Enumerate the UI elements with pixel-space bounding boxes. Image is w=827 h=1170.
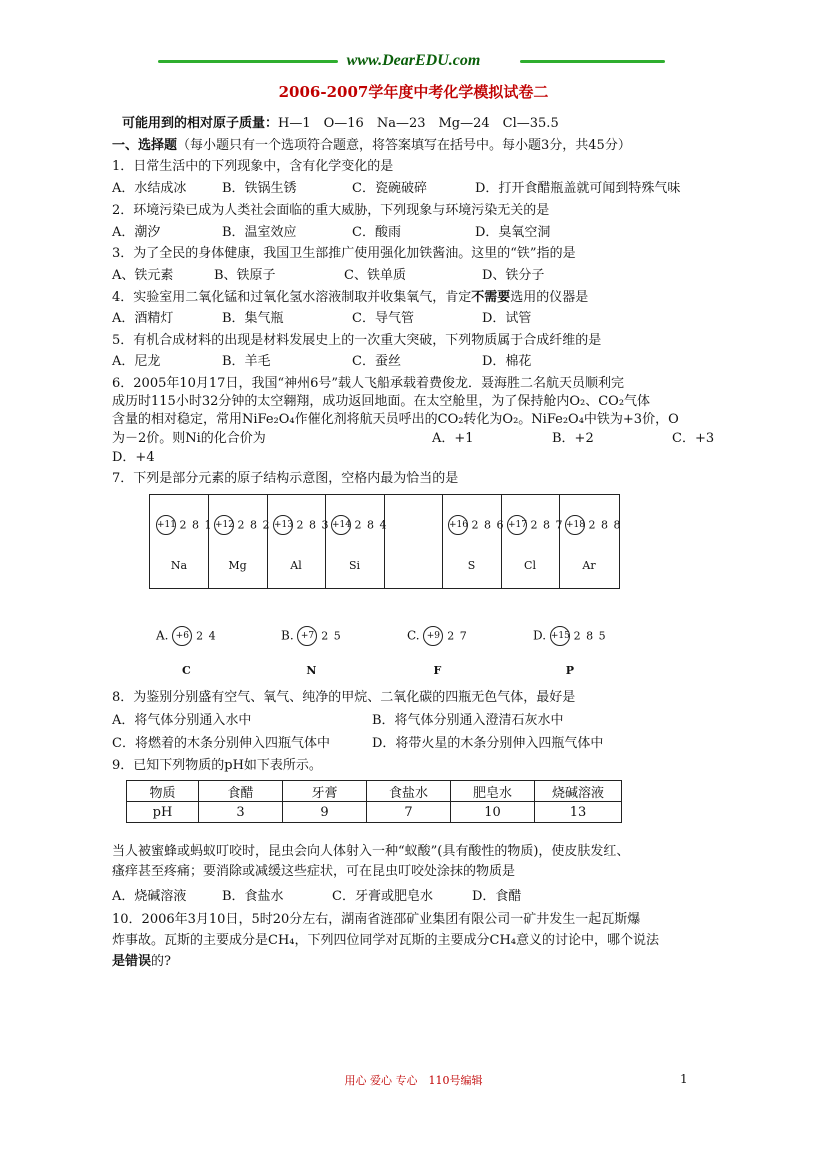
q1-option-a: A．水结成冰 (112, 181, 187, 196)
q4-option-b: B．集气瓶 (222, 311, 284, 326)
q7-option-c: C. +9 2 7 F (407, 626, 468, 677)
electron-shells: 2 8 7 (530, 518, 564, 532)
q4-option-d: D．试管 (482, 311, 532, 326)
q6-line-1: 6．2005年10月17日，我国“神州6号”载人飞船承载着费俊龙．聂海胜二名航天员顺利完 (112, 376, 625, 391)
nucleus: +14 (331, 515, 351, 535)
q3-option-c: C、铁单质 (344, 268, 406, 283)
q1-option-d: D．打开食醋瓶盖就可闻到特殊气味 (475, 181, 681, 196)
table-cell: pH (127, 802, 199, 823)
q2-option-a: A．潮汐 (112, 225, 161, 240)
q3-option-a: A、铁元素 (112, 268, 174, 283)
nucleus: +16 (448, 515, 468, 535)
electron-shells: 2 8 2 (237, 518, 271, 532)
table-cell: 3 (199, 802, 283, 823)
electron-shells: 2 8 1 (179, 518, 213, 532)
electron-shells: 2 7 (447, 629, 468, 643)
ph-table (126, 780, 622, 823)
atom-cell (559, 495, 622, 588)
nucleus: +11 (156, 515, 176, 535)
element-symbol: Cl (524, 559, 536, 572)
nucleus: +17 (507, 515, 527, 535)
atom-cell (208, 495, 271, 588)
element-symbol: Ar (582, 559, 596, 572)
q9-option-b: B．食盐水 (222, 889, 284, 904)
q8-option-c: C．将燃着的木条分别伸入四瓶气体中 (112, 736, 330, 751)
nucleus: +7 (297, 626, 317, 646)
q9-option-d: D．食醋 (472, 889, 522, 904)
element-symbol: N (306, 664, 317, 677)
q8-option-a: A．将气体分别通入水中 (112, 713, 252, 728)
section-heading: 一、选择题（每小题只有一个选项符合题意，将答案填写在括号中。每小题3分，共45分） (112, 138, 631, 153)
q5-stem: 5．有机合成材料的出现是材料发展史上的一次重大突破，下列物质属于合成纤维的是 (112, 333, 602, 348)
nucleus: +13 (273, 515, 293, 535)
q3-option-b: B、铁原子 (214, 268, 276, 283)
element-symbol: C (181, 664, 191, 677)
q9-stem: 9．已知下列物质的pH如下表所示。 (112, 758, 322, 773)
element-symbol: Na (170, 559, 188, 572)
q10-line-3: 是错误的? (112, 954, 172, 969)
q5-option-b: B．羊毛 (222, 354, 271, 369)
atom-cell (442, 495, 505, 588)
element-symbol: Al (290, 559, 302, 572)
q2-option-d: D．臭氧空洞 (475, 225, 551, 240)
electron-shells: 2 8 5 (573, 629, 607, 643)
q1-option-b: B．铁锅生锈 (222, 181, 297, 196)
q9-line-2: 瘙痒甚至疼痛；要消除或减缓这些症状，可在昆虫叮咬处涂抹的物质是 (112, 864, 516, 879)
q7-option-a: A. +6 2 4 C (156, 626, 217, 677)
q4-stem: 4．实验室用二氧化锰和过氧化氢水溶液制取并收集氧气，肯定不需要选用的仪器是 (112, 290, 589, 305)
atom-cell (325, 495, 388, 588)
q6-option-b: B．+2 (552, 431, 594, 446)
blank-atom-cell (384, 495, 443, 588)
q9-line-1: 当人被蜜蜂或蚂蚁叮咬时，昆虫会向人体射入一种“蚁酸”(具有酸性的物质)，使皮肤发红、 (112, 844, 630, 859)
q5-option-a: A．尼龙 (112, 354, 161, 369)
q3-option-d: D、铁分子 (482, 268, 545, 283)
page-number: 1 (680, 1072, 688, 1086)
q6-line-2: 成历时115小时32分钟的太空翱翔，成功返回地面。在太空舱里，为了保持舱内O₂、CO₂气体 (112, 394, 651, 409)
atomic-structure-table (149, 494, 620, 589)
electron-shells: 2 8 8 (588, 518, 622, 532)
table-row (127, 802, 622, 823)
q2-option-b: B．温室效应 (222, 225, 297, 240)
nucleus: +6 (172, 626, 192, 646)
electron-shells: 2 8 4 (354, 518, 388, 532)
q9-option-a: A．烧碱溶液 (112, 889, 187, 904)
q4-option-a: A．酒精灯 (112, 311, 174, 326)
q6-line-4: 为－2价。则Ni的化合价为 (112, 431, 266, 446)
page-footer: 用心 爱心 专心 110号编辑 (344, 1074, 483, 1087)
element-symbol: Si (348, 559, 361, 572)
element-symbol: Mg (228, 559, 247, 572)
q6-option-c: C．+3 (672, 431, 715, 446)
electron-shells: 2 5 (321, 629, 342, 643)
q2-stem: 2．环境污染已成为人类社会面临的重大威胁，下列现象与环境污染无关的是 (112, 203, 550, 218)
table-cell: 13 (535, 802, 622, 823)
table-header: 食醋 (199, 781, 283, 802)
nucleus: +18 (565, 515, 585, 535)
q7-option-b: B. +7 2 5 N (281, 626, 342, 677)
nucleus: +9 (423, 626, 443, 646)
table-header: 食盐水 (367, 781, 451, 802)
q9-option-c: C．牙膏或肥皂水 (332, 889, 433, 904)
table-header: 物质 (127, 781, 199, 802)
element-symbol: F (433, 664, 442, 677)
q8-stem: 8．为鉴别分别盛有空气、氧气、纯净的甲烷、二氧化碳的四瓶无色气体，最好是 (112, 690, 576, 705)
q7-stem: 7．下列是部分元素的原子结构示意图，空格内最为恰当的是 (112, 471, 459, 486)
q5-option-c: C．蚕丝 (352, 354, 401, 369)
table-header: 烧碱溶液 (535, 781, 622, 802)
atomic-masses: 可能用到的相对原子质量：H—1 O—16 Na—23 Mg—24 Cl—35.5 (122, 116, 559, 131)
q5-option-d: D．棉花 (482, 354, 532, 369)
q2-option-c: C．酸雨 (352, 225, 401, 240)
site-url[interactable]: www.DearEDU.com (346, 52, 481, 69)
page-title: 2006-2007学年度中考化学模拟试卷二 (278, 83, 549, 101)
table-header: 牙膏 (283, 781, 367, 802)
element-symbol: P (565, 664, 574, 677)
q4-option-c: C．导气管 (352, 311, 414, 326)
q7-option-d: D. +15 2 8 5 P (533, 626, 607, 677)
nucleus: +15 (550, 626, 570, 646)
element-symbol: S (467, 559, 476, 572)
q1-stem: 1．日常生活中的下列现象中，含有化学变化的是 (112, 159, 394, 174)
q6-option-d: D．+4 (112, 450, 155, 465)
table-cell: 10 (451, 802, 535, 823)
atom-cell (267, 495, 330, 588)
table-cell: 7 (367, 802, 451, 823)
q1-option-c: C．瓷碗破碎 (352, 181, 427, 196)
q8-option-b: B．将气体分别通入澄清石灰水中 (372, 713, 564, 728)
electron-shells: 2 8 6 (471, 518, 505, 532)
table-header: 肥皂水 (451, 781, 535, 802)
electron-shells: 2 4 (196, 629, 217, 643)
q6-line-3: 含量的相对稳定，常用NiFe₂O₄作催化剂将航天员呼出的CO₂转化为O₂。NiFe₂O₄中铁为+3价，O (112, 412, 679, 427)
q3-stem: 3．为了全民的身体健康，我国卫生部推广使用强化加铁酱油。这里的“铁”指的是 (112, 246, 576, 261)
atom-cell (501, 495, 564, 588)
q8-option-d: D．将带火星的木条分别伸入四瓶气体中 (372, 736, 604, 751)
electron-shells: 2 8 3 (296, 518, 330, 532)
q6-option-a: A．+1 (432, 431, 474, 446)
q10-line-1: 10．2006年3月10日，5时20分左右，湖南省涟邵矿业集团有限公司一矿井发生一起瓦斯爆 (112, 912, 641, 927)
table-cell: 9 (283, 802, 367, 823)
atom-cell (150, 495, 213, 588)
table-row (127, 781, 622, 802)
q10-line-2: 炸事故。瓦斯的主要成分是CH₄，下列四位同学对瓦斯的主要成分CH₄意义的讨论中，哪个说法 (112, 933, 659, 948)
nucleus: +12 (214, 515, 234, 535)
